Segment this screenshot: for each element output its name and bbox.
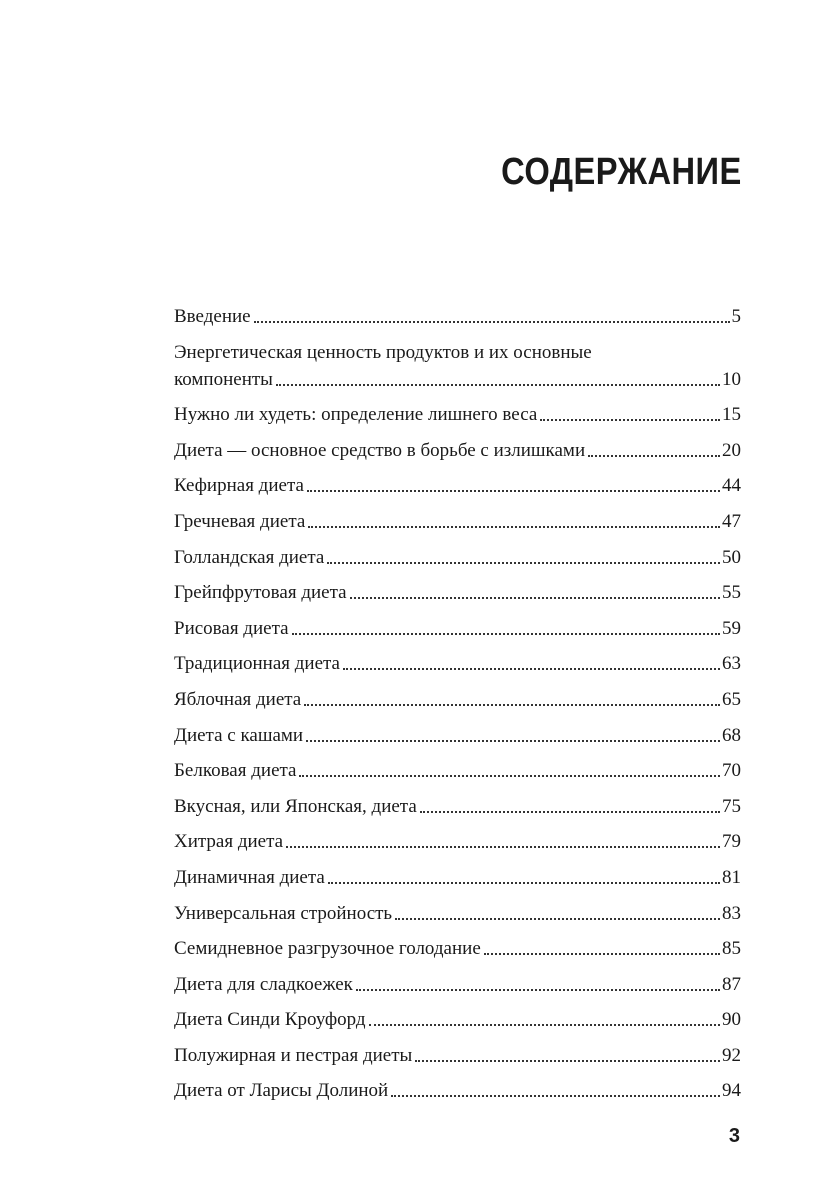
- toc-entry-title: Кефирная диета: [174, 475, 304, 497]
- toc-entry-page: 20: [722, 439, 741, 461]
- dot-leader: [350, 597, 720, 599]
- dot-leader: [540, 419, 720, 421]
- toc-entry-page: 44: [722, 475, 741, 497]
- toc-entry[interactable]: [174, 401, 741, 428]
- dot-leader: [307, 490, 720, 492]
- toc-entry[interactable]: [174, 900, 741, 927]
- dot-leader: [304, 704, 720, 706]
- toc-entry[interactable]: [174, 1042, 741, 1069]
- toc-entry-title: Гречневая диета: [174, 510, 306, 532]
- toc-entry-page: 47: [722, 510, 741, 532]
- toc-entry-page: 65: [722, 688, 741, 710]
- toc-entry[interactable]: [174, 472, 741, 499]
- dot-leader: [306, 740, 720, 742]
- dot-leader: [276, 384, 720, 386]
- dot-leader: [395, 918, 720, 920]
- toc-entry-page: 55: [722, 582, 741, 604]
- dot-leader: [391, 1095, 720, 1097]
- toc-entry-page: 92: [722, 1044, 741, 1066]
- toc-entry-title: Введение: [174, 306, 251, 327]
- toc-entry[interactable]: [174, 686, 741, 713]
- toc-entry-page: 50: [722, 546, 741, 568]
- toc-entry-page: 63: [722, 653, 741, 675]
- dot-leader: [415, 1060, 720, 1062]
- toc-entry-title: Вкусная, или Японская, диета: [174, 795, 417, 817]
- toc-entry-page: 85: [722, 938, 741, 960]
- toc-entry[interactable]: [174, 303, 741, 330]
- dot-leader: [299, 775, 720, 777]
- toc-entry-page: 75: [722, 795, 741, 817]
- toc-entry-page: 87: [722, 973, 741, 995]
- toc-entry-page: 5: [731, 306, 741, 327]
- dot-leader: [356, 989, 720, 991]
- toc-entry-page: 81: [722, 866, 741, 888]
- toc-entry[interactable]: [174, 793, 741, 820]
- toc-entry-title-line2: компоненты: [174, 368, 273, 390]
- toc-entry-title: Хитрая диета: [174, 831, 284, 853]
- toc-entry-title: Диета с кашами: [174, 724, 304, 746]
- toc-entry-title: Семидневное разгрузочное голодание: [174, 938, 481, 960]
- toc-entry[interactable]: [174, 828, 741, 855]
- toc-entry-page: 10: [722, 368, 741, 390]
- dot-leader: [292, 633, 720, 635]
- page-title: СОДЕРЖАНИЕ: [501, 151, 742, 193]
- toc-entry[interactable]: [174, 437, 741, 464]
- toc-entry[interactable]: [174, 339, 741, 393]
- dot-leader: [328, 882, 720, 884]
- toc-entry-page: 70: [722, 760, 741, 782]
- toc-entry-title: Универсальная стройность: [174, 902, 393, 924]
- toc-entry-title: Диета — основное средство в борьбе с излишками: [174, 439, 586, 461]
- toc-entry[interactable]: [174, 722, 741, 749]
- dot-leader: [254, 321, 730, 323]
- toc-entry-title: Диета от Ларисы Долиной: [174, 1080, 389, 1102]
- toc-entry-title: Грейпфрутовая диета: [174, 582, 347, 604]
- dot-leader: [308, 526, 720, 528]
- toc-entry-page: 15: [722, 404, 741, 426]
- dot-leader: [588, 455, 720, 457]
- toc-entry[interactable]: [174, 864, 741, 891]
- toc-entry-title: Белковая диета: [174, 760, 297, 782]
- toc-entry[interactable]: [174, 508, 741, 535]
- dot-leader: [327, 562, 720, 564]
- dot-leader: [484, 953, 720, 955]
- toc-entry[interactable]: [174, 935, 741, 962]
- toc-entry[interactable]: [174, 1077, 741, 1104]
- toc-entry-title: Нужно ли худеть: определение лишнего веса: [174, 404, 538, 426]
- toc-entry[interactable]: [174, 579, 741, 606]
- toc-entry-title: Диета для сладкоежек: [174, 973, 353, 995]
- dot-leader: [286, 846, 720, 848]
- toc-entry-title: Традиционная диета: [174, 653, 340, 675]
- toc-entry[interactable]: [174, 544, 741, 571]
- toc-entry-page: 79: [722, 831, 741, 853]
- toc-entry-title-line1: Энергетическая ценность продуктов и их основные: [174, 341, 592, 363]
- dot-leader: [343, 668, 720, 670]
- toc-entry[interactable]: [174, 971, 741, 998]
- toc-entry-title: Динамичная диета: [174, 866, 325, 888]
- toc-entry-title: Голландская диета: [174, 546, 325, 568]
- toc-entry-title: Полужирная и пестрая диеты: [174, 1044, 413, 1066]
- toc-entry[interactable]: [174, 1006, 741, 1033]
- toc-entry-title: Яблочная диета: [174, 688, 302, 710]
- toc-entry[interactable]: [174, 757, 741, 784]
- toc-entry-page: 68: [722, 724, 741, 746]
- table-of-contents: [174, 303, 741, 1113]
- toc-entry[interactable]: [174, 615, 741, 642]
- toc-entry-page: 59: [722, 617, 741, 639]
- page-number: 3: [728, 1125, 740, 1147]
- toc-entry-page: 94: [722, 1080, 741, 1102]
- toc-entry-page: 83: [722, 902, 741, 924]
- toc-entry[interactable]: [174, 650, 741, 677]
- dot-leader: [369, 1024, 720, 1026]
- dot-leader: [420, 811, 720, 813]
- toc-entry-page: 90: [722, 1009, 741, 1031]
- toc-entry-title: Диета Синди Кроуфорд: [174, 1009, 366, 1031]
- toc-entry-title: Рисовая диета: [174, 617, 289, 639]
